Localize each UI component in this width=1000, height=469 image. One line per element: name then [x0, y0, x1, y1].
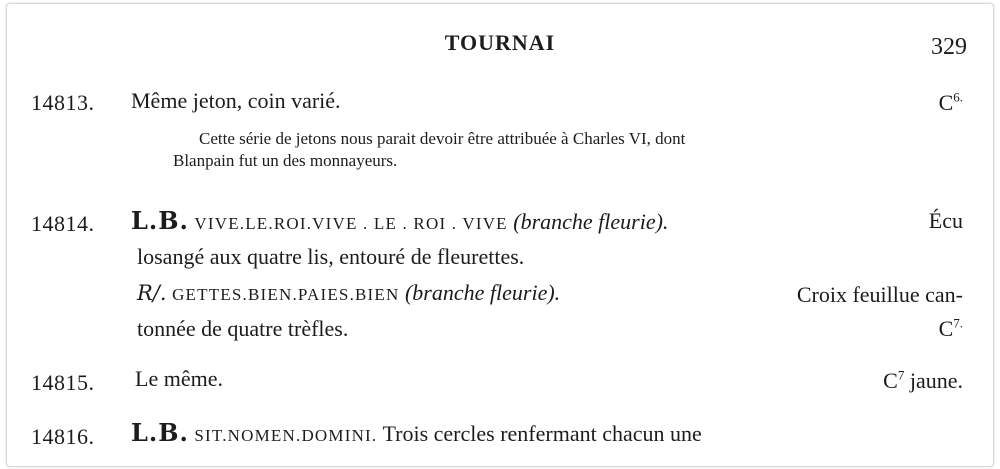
- branch-note: (branche fleurie).: [404, 280, 561, 305]
- entry-text: Le même.: [135, 366, 223, 391]
- entry-line: tonnée de quatre trèfles.: [137, 316, 349, 341]
- entry-text: Même jeton, coin varié.: [131, 88, 341, 113]
- legend-text: SIT.NOMEN.DOMINI.: [194, 426, 378, 445]
- entry-line-obverse: [131, 206, 668, 235]
- book-page: [6, 3, 994, 467]
- entry-number: 14814.: [31, 211, 95, 236]
- entry-line-obverse: [131, 418, 702, 447]
- running-title: TOURNAI: [444, 30, 556, 55]
- reverse-mark: R/.: [137, 281, 167, 305]
- legend-text: VIVE.LE.ROI.VIVE . LE . ROI . VIVE: [194, 214, 508, 233]
- note-line: Cette série de jetons nous parait devoir être attribuée à Charles VI, dont: [199, 129, 686, 148]
- entry-line-tail: Croix feuillue can-: [796, 282, 963, 307]
- entry-number: 14816.: [31, 424, 95, 449]
- entry-number: 14815.: [31, 370, 95, 395]
- entry-line: losangé aux quatre lis, entouré de fleurettes.: [137, 244, 525, 269]
- gothic-initials: L.B.: [131, 418, 189, 447]
- rarity-mark: $C^{7.}$: [938, 315, 963, 341]
- legend-text: GETTES.BIEN.PAIES.BIEN: [172, 285, 400, 304]
- entry-text: Trois cercles renfermant chacun une: [382, 421, 702, 446]
- rarity-mark: $C^7$ jaune.: [883, 367, 963, 393]
- page-number: 329: [931, 34, 967, 60]
- branch-note: (branche fleurie).: [513, 209, 669, 234]
- rarity-mark: $C^{6.}$: [938, 89, 963, 115]
- entry-line-reverse: [137, 280, 560, 306]
- gothic-initials: L.B.: [131, 206, 189, 235]
- entry-line-tail: Écu: [928, 208, 963, 233]
- entry-number: 14813.: [31, 90, 95, 115]
- note-line: Blanpain fut un des monnayeurs.: [173, 151, 398, 170]
